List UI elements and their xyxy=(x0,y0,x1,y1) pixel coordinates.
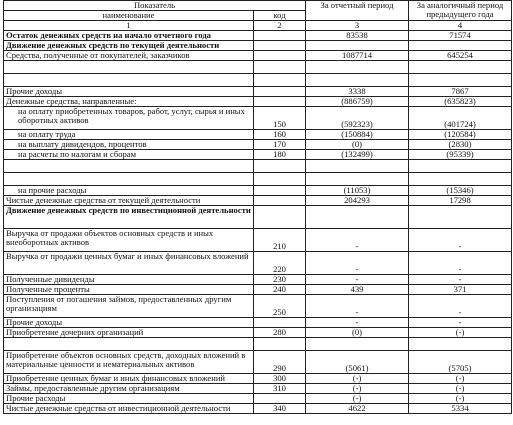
row-current: 1087714 xyxy=(306,51,409,61)
table-row xyxy=(4,285,512,295)
table-row xyxy=(4,275,512,285)
row-current: 3338 xyxy=(306,87,409,97)
row-code: 280 xyxy=(254,328,306,338)
row-label: Полученные дивиденды xyxy=(4,275,254,285)
row-current: (0) xyxy=(306,328,409,338)
row-label: Средства, полученные от покупателей, заказчиков xyxy=(4,51,254,61)
row-label: Остаток денежных средств на начало отчетного года xyxy=(4,31,254,41)
header-indicator: Показатель xyxy=(4,1,306,11)
row-previous: (-) xyxy=(409,374,512,384)
row-label: на оплату труда xyxy=(4,130,254,140)
row-current xyxy=(306,41,409,51)
row-code xyxy=(254,160,306,173)
row-previous: (120584) xyxy=(409,130,512,140)
header-index-row xyxy=(4,21,512,31)
row-current: (5061) xyxy=(306,351,409,374)
table-row xyxy=(4,160,512,173)
row-label: Прочие расходы xyxy=(4,394,254,404)
table-row xyxy=(4,252,512,275)
table-row xyxy=(4,140,512,150)
table-row xyxy=(4,384,512,394)
row-previous: - xyxy=(409,275,512,285)
header-previous-period: За аналогичный период предыдущего года xyxy=(409,1,512,21)
row-previous: - xyxy=(409,252,512,275)
row-label xyxy=(4,338,254,351)
row-code: 210 xyxy=(254,229,306,252)
table-row xyxy=(4,318,512,328)
row-code xyxy=(254,87,306,97)
row-previous: (-) xyxy=(409,384,512,394)
header-index-3: 3 xyxy=(306,21,409,31)
row-current: (886759) xyxy=(306,97,409,107)
row-current: 83538 xyxy=(306,31,409,41)
table-row xyxy=(4,74,512,87)
table-row xyxy=(4,150,512,160)
row-code xyxy=(254,173,306,186)
row-code xyxy=(254,31,306,41)
row-current: (132499) xyxy=(306,150,409,160)
row-code: 180 xyxy=(254,150,306,160)
row-label: Поступления от погашения займов, предоставленных другим организациям xyxy=(4,295,254,318)
table-row xyxy=(4,97,512,107)
row-code: 230 xyxy=(254,275,306,285)
header-row-top xyxy=(4,1,512,11)
row-previous: (635823) xyxy=(409,97,512,107)
row-label: Приобретение дочерних организаций xyxy=(4,328,254,338)
row-current: (-) xyxy=(306,384,409,394)
row-code: 340 xyxy=(254,404,306,414)
table-row xyxy=(4,107,512,130)
row-previous xyxy=(409,61,512,74)
row-label: Прочие доходы xyxy=(4,318,254,328)
row-current xyxy=(306,206,409,229)
row-previous xyxy=(409,173,512,186)
table-row xyxy=(4,87,512,97)
row-label: на расчеты по налогам и сборам xyxy=(4,150,254,160)
row-code: 160 xyxy=(254,130,306,140)
row-label: Займы, предоставленные другим организациям xyxy=(4,384,254,394)
header-index-4: 4 xyxy=(409,21,512,31)
row-previous: (-) xyxy=(409,394,512,404)
table-row xyxy=(4,51,512,61)
table-row xyxy=(4,229,512,252)
header-index-1: 1 xyxy=(4,21,254,31)
row-previous: (95339) xyxy=(409,150,512,160)
row-current: (-) xyxy=(306,374,409,384)
row-current xyxy=(306,160,409,173)
row-current: (-) xyxy=(306,394,409,404)
row-previous xyxy=(409,206,512,229)
header-code: код xyxy=(254,11,306,21)
row-previous: (401724) xyxy=(409,107,512,130)
row-code: 250 xyxy=(254,295,306,318)
row-current xyxy=(306,61,409,74)
row-code xyxy=(254,196,306,206)
row-label: на оплату приобретенных товаров, работ, услуг, сырья и иных оборотных активов xyxy=(4,107,254,130)
row-code xyxy=(254,97,306,107)
row-previous: 371 xyxy=(409,285,512,295)
row-code xyxy=(254,74,306,87)
row-previous: 5334 xyxy=(409,404,512,414)
row-current: 204293 xyxy=(306,196,409,206)
section-heading: Движение денежных средств по текущей деятельности xyxy=(4,41,254,51)
row-previous: 7867 xyxy=(409,87,512,97)
row-label: на выплату дивидендов, процентов xyxy=(4,140,254,150)
row-previous xyxy=(409,338,512,351)
row-code: 170 xyxy=(254,140,306,150)
row-code xyxy=(254,61,306,74)
table-row xyxy=(4,61,512,74)
row-label: Чистые денежные средства от текущей деятельности xyxy=(4,196,254,206)
row-current xyxy=(306,338,409,351)
row-current: (0) xyxy=(306,140,409,150)
row-code xyxy=(254,41,306,51)
header-current-period: За отчетный период xyxy=(306,1,409,21)
row-current: 439 xyxy=(306,285,409,295)
row-code xyxy=(254,186,306,196)
row-previous: (5705) xyxy=(409,351,512,374)
row-current: - xyxy=(306,275,409,285)
table-row xyxy=(4,196,512,206)
row-current xyxy=(306,74,409,87)
row-current: (592323) xyxy=(306,107,409,130)
row-code: 240 xyxy=(254,285,306,295)
row-current: - xyxy=(306,252,409,275)
row-code xyxy=(254,394,306,404)
row-previous: (-) xyxy=(409,328,512,338)
row-code: 150 xyxy=(254,107,306,130)
table-row xyxy=(4,404,512,414)
row-current: - xyxy=(306,295,409,318)
row-code xyxy=(254,318,306,328)
row-previous: (15346) xyxy=(409,186,512,196)
row-label xyxy=(4,74,254,87)
row-label xyxy=(4,173,254,186)
row-label xyxy=(4,160,254,173)
header-index-2: 2 xyxy=(254,21,306,31)
section-heading: Движение денежных средств по инвестиционной деятельности xyxy=(4,206,254,229)
row-current xyxy=(306,173,409,186)
row-previous: - xyxy=(409,229,512,252)
row-label: Приобретение ценных бумаг и иных финансовых вложений xyxy=(4,374,254,384)
table-row xyxy=(4,206,512,229)
row-code xyxy=(254,338,306,351)
row-current: (150884) xyxy=(306,130,409,140)
row-code: 290 xyxy=(254,351,306,374)
row-previous: 17298 xyxy=(409,196,512,206)
row-code: 220 xyxy=(254,252,306,275)
row-previous xyxy=(409,74,512,87)
row-previous: - xyxy=(409,318,512,328)
table-row xyxy=(4,351,512,374)
row-current: 4622 xyxy=(306,404,409,414)
row-current: - xyxy=(306,318,409,328)
table-row xyxy=(4,41,512,51)
row-previous xyxy=(409,41,512,51)
row-label: Денежные средства, направленные: xyxy=(4,97,254,107)
table-row xyxy=(4,338,512,351)
row-code xyxy=(254,51,306,61)
table-row xyxy=(4,328,512,338)
table-row xyxy=(4,394,512,404)
cash-flow-table xyxy=(3,0,512,414)
row-label xyxy=(4,61,254,74)
row-previous: (2830) xyxy=(409,140,512,150)
row-code: 310 xyxy=(254,384,306,394)
row-label: Прочие доходы xyxy=(4,87,254,97)
row-label: Выручка от продажи объектов основных средств и иных внеоборотных активов xyxy=(4,229,254,252)
table-row xyxy=(4,295,512,318)
row-label: Чистые денежные средства от инвестиционной деятельности xyxy=(4,404,254,414)
row-previous: 71574 xyxy=(409,31,512,41)
row-current: (11053) xyxy=(306,186,409,196)
row-code: 300 xyxy=(254,374,306,384)
row-previous xyxy=(409,160,512,173)
row-previous: - xyxy=(409,295,512,318)
row-label: Приобретение объектов основных средств, доходных вложений в материальные ценности и нематериальных активов xyxy=(4,351,254,374)
row-code xyxy=(254,206,306,229)
row-label: Выручка от продажи ценных бумаг и иных финансовых вложений xyxy=(4,252,254,275)
table-row xyxy=(4,374,512,384)
table-row xyxy=(4,186,512,196)
table-row xyxy=(4,130,512,140)
table-row xyxy=(4,31,512,41)
row-label: Полученные проценты xyxy=(4,285,254,295)
row-current: - xyxy=(306,229,409,252)
header-name: наименование xyxy=(4,11,254,21)
table-row xyxy=(4,173,512,186)
row-label: на прочие расходы xyxy=(4,186,254,196)
row-previous: 645254 xyxy=(409,51,512,61)
